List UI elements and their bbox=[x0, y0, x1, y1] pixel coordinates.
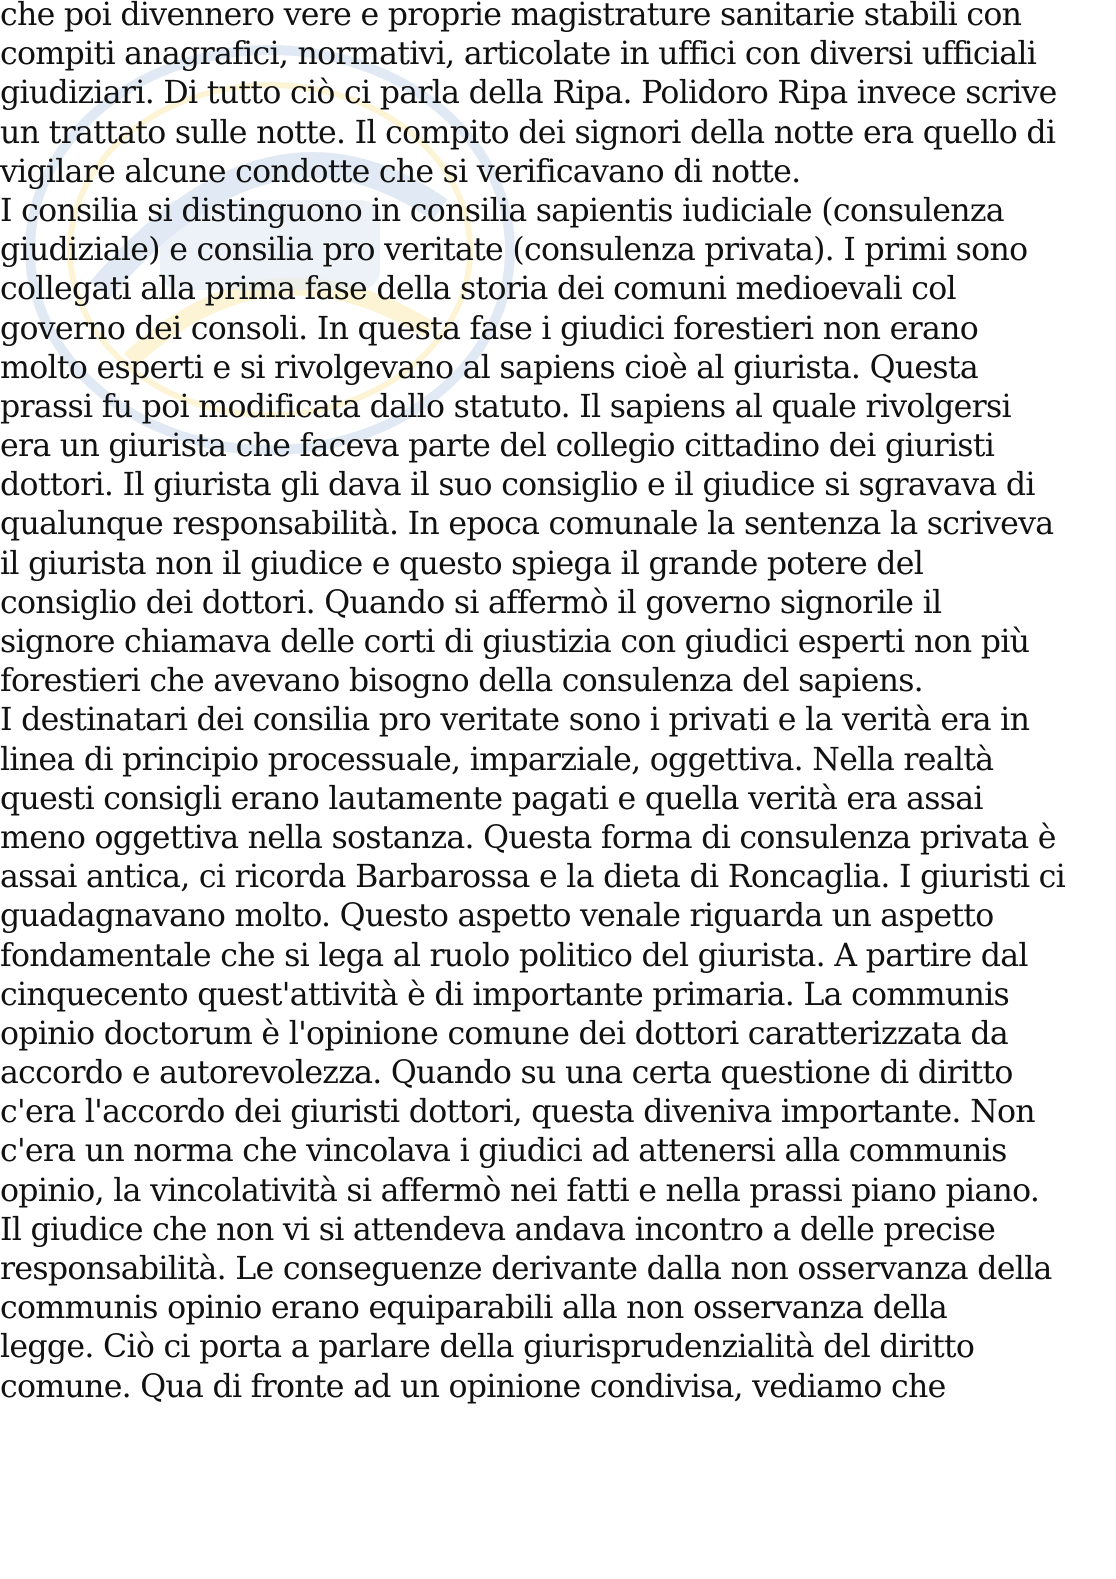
text-line: opinio doctorum è l'opinione comune dei dottori caratterizzata da bbox=[0, 1015, 1009, 1052]
text-line: un trattato sulle notte. Il compito dei signori della notte era quello di bbox=[0, 114, 1056, 151]
text-line: governo dei consoli. In questa fase i giudici forestieri non erano bbox=[0, 310, 979, 347]
text-line: communis opinio erano equiparabili alla non osservanza della bbox=[0, 1290, 948, 1327]
text-line: assai antica, ci ricorda Barbarossa e la dieta di Roncaglia. I giuristi ci bbox=[0, 859, 1066, 896]
text-line: giudiziari. Di tutto ciò ci parla della Ripa. Polidoro Ripa invece scrive bbox=[0, 75, 1057, 112]
text-line: cinquecento quest'attività è di importante primaria. La communis bbox=[0, 976, 1009, 1013]
text-line: fondamentale che si lega al ruolo politico del giurista. A partire dal bbox=[0, 937, 1028, 974]
text-line: consiglio dei dottori. Quando si affermò il governo signorile il bbox=[0, 584, 942, 621]
text-line: che poi divennero vere e proprie magistrature sanitarie stabili con bbox=[0, 0, 1022, 33]
text-line: c'era l'accordo dei giuristi dottori, questa diveniva importante. Non bbox=[0, 1094, 1035, 1131]
text-line: era un giurista che faceva parte del collegio cittadino dei giuristi bbox=[0, 428, 995, 465]
text-line: I destinatari dei consilia pro veritate sono i privati e la verità era in bbox=[0, 702, 1030, 739]
text-line: c'era un norma che vincolava i giudici ad attenersi alla communis bbox=[0, 1133, 1007, 1170]
text-line: comune. Qua di fronte ad un opinione condivisa, vediamo che bbox=[0, 1368, 946, 1405]
text-line: questi consigli erano lautamente pagati e quella verità era assai bbox=[0, 780, 983, 817]
text-line: meno oggettiva nella sostanza. Questa forma di consulenza privata è bbox=[0, 819, 1056, 856]
text-line: I consilia si distinguono in consilia sapientis iudiciale (consulenza bbox=[0, 192, 1004, 229]
text-line: accordo e autorevolezza. Quando su una certa questione di diritto bbox=[0, 1055, 1013, 1092]
text-line: Il giudice che non vi si attendeva andava incontro a delle precise bbox=[0, 1211, 996, 1248]
text-line: legge. Ciò ci porta a parlare della giurisprudenzialità del diritto bbox=[0, 1329, 975, 1366]
text-line: il giurista non il giudice e questo spiega il grande potere del bbox=[0, 545, 924, 582]
text-line: responsabilità. Le conseguenze derivante dalla non osservanza della bbox=[0, 1251, 1052, 1287]
text-line: vigilare alcune condotte che si verificavano di notte. bbox=[0, 153, 801, 190]
text-line: prassi fu poi modificata dallo statuto. Il sapiens al quale rivolgersi bbox=[0, 388, 1011, 425]
text-line: forestieri che avevano bisogno della consulenza del sapiens. bbox=[0, 663, 923, 700]
text-line: dottori. Il giurista gli dava il suo consiglio e il giudice si sgravava di bbox=[0, 467, 1035, 504]
text-line: collegati alla prima fase della storia dei comuni medioevali col bbox=[0, 271, 956, 308]
text-line: linea di principio processuale, imparziale, oggettiva. Nella realtà bbox=[0, 741, 994, 778]
text-line: giudiziale) e consilia pro veritate (consulenza privata). I primi sono bbox=[0, 232, 1028, 269]
text-line: opinio, la vincolatività si affermò nei fatti e nella prassi piano piano. bbox=[0, 1172, 1040, 1209]
text-line: guadagnavano molto. Questo aspetto venale riguarda un aspetto bbox=[0, 898, 994, 935]
text-line: signore chiamava delle corti di giustizia con giudici esperti non più bbox=[0, 624, 1030, 660]
text-line: molto esperti e si rivolgevano al sapiens cioè al giurista. Questa bbox=[0, 349, 978, 386]
text-line: compiti anagrafici, normativi, articolate in uffici con diversi ufficiali bbox=[0, 36, 1037, 73]
text-line: qualunque responsabilità. In epoca comunale la sentenza la scriveva bbox=[0, 506, 1054, 543]
